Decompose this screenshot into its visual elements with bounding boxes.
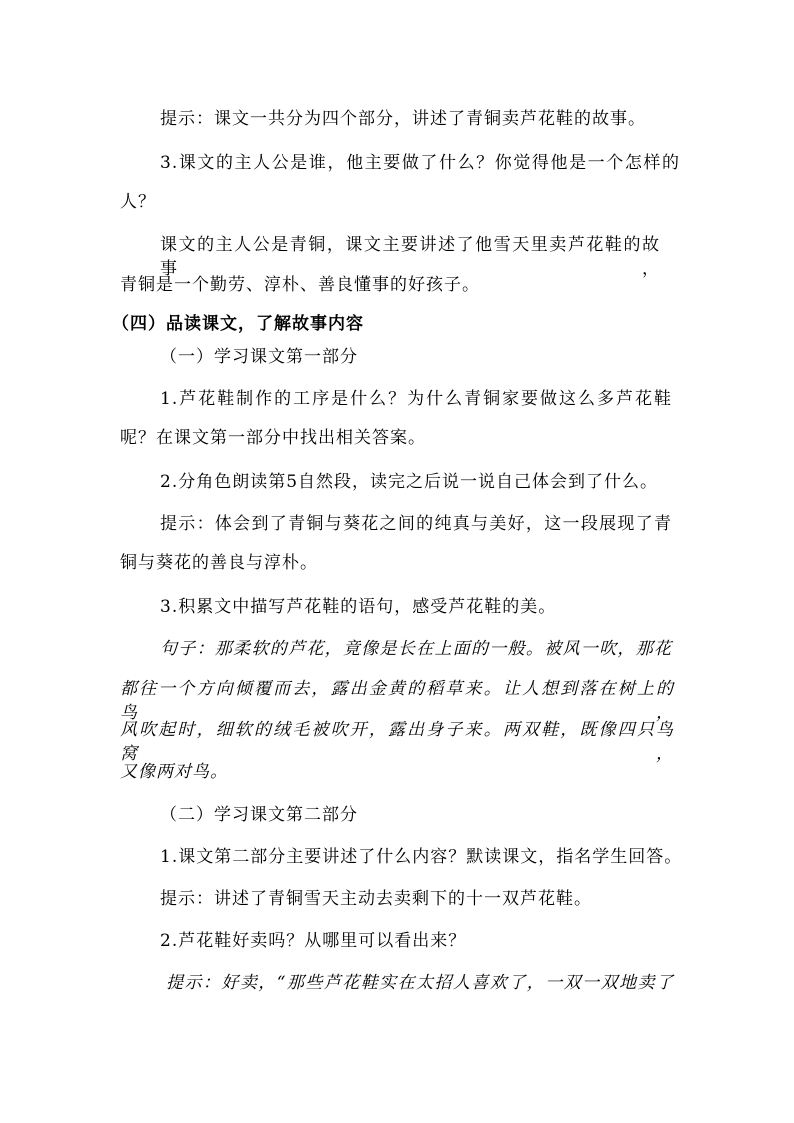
hint-2-line-1: 提示：体会到了青铜与葵花之间的纯真与美好，这一段展现了青 — [160, 514, 672, 534]
q3-line: 3.积累文中描写芦花鞋的语句，感受芦花鞋的美。 — [160, 597, 557, 617]
question-3-line-2: 人？ — [120, 192, 156, 212]
part2-hint-1: 提示：讲述了青铜雪天主动去卖剩下的十一双芦花鞋。 — [160, 889, 592, 909]
question-3-line-1: 3.课文的主人公是谁，他主要做了什么？你觉得他是一个怎样的 — [160, 153, 680, 173]
quote-line-3: 风吹起时，细软的绒毛被吹开，露出身子来。两双鞋，既像四只鸟窝， — [120, 720, 674, 764]
q2-line: 2.分角色朗读第5自然段，读完之后说一说自己体会到了什么。 — [160, 472, 659, 492]
part2-q2-line: 2.芦花鞋好卖吗？从哪里可以看出来？ — [160, 931, 467, 951]
subsection-heading-1: （一）学习课文第一部分 — [160, 347, 358, 367]
quote-line-4: 又像两对鸟。 — [120, 762, 228, 782]
section-heading-4: （四）品读课文，了解故事内容 — [112, 314, 364, 334]
hint-2-line-2: 铜与葵花的善良与淳朴。 — [120, 553, 318, 573]
part2-q1-line: 1.课文第二部分主要讲述了什么内容？默读课文，指名学生回答。 — [160, 847, 683, 867]
quote-line-1: 句子：那柔软的芦花，竟像是长在上面的一般。被风一吹，那花 — [160, 639, 672, 659]
subsection-heading-2: （二）学习课文第二部分 — [160, 805, 358, 825]
q1-line-2: 呢？在课文第一部分中找出相关答案。 — [120, 428, 426, 448]
answer-3-line-1: 课文的主人公是青铜，课文主要讲述了他雪天里卖芦花鞋的故事， — [160, 235, 660, 279]
answer-3-line-2: 青铜是一个勤劳、淳朴、善良懂事的好孩子。 — [120, 275, 480, 295]
q1-line-1: 1.芦花鞋制作的工序是什么？为什么青铜家要做这么多芦花鞋 — [160, 389, 672, 409]
quote-line-2: 都往一个方向倾覆而去，露出金黄的稻草来。让人想到落在树上的鸟， — [120, 679, 674, 723]
part2-hint-2: 提示：好卖，“那些芦花鞋实在太招人喜欢了，一双一双地卖了 — [166, 973, 674, 993]
hint-paragraph-1: 提示：课文一共分为四个部分，讲述了青铜卖芦花鞋的故事。 — [160, 109, 646, 129]
